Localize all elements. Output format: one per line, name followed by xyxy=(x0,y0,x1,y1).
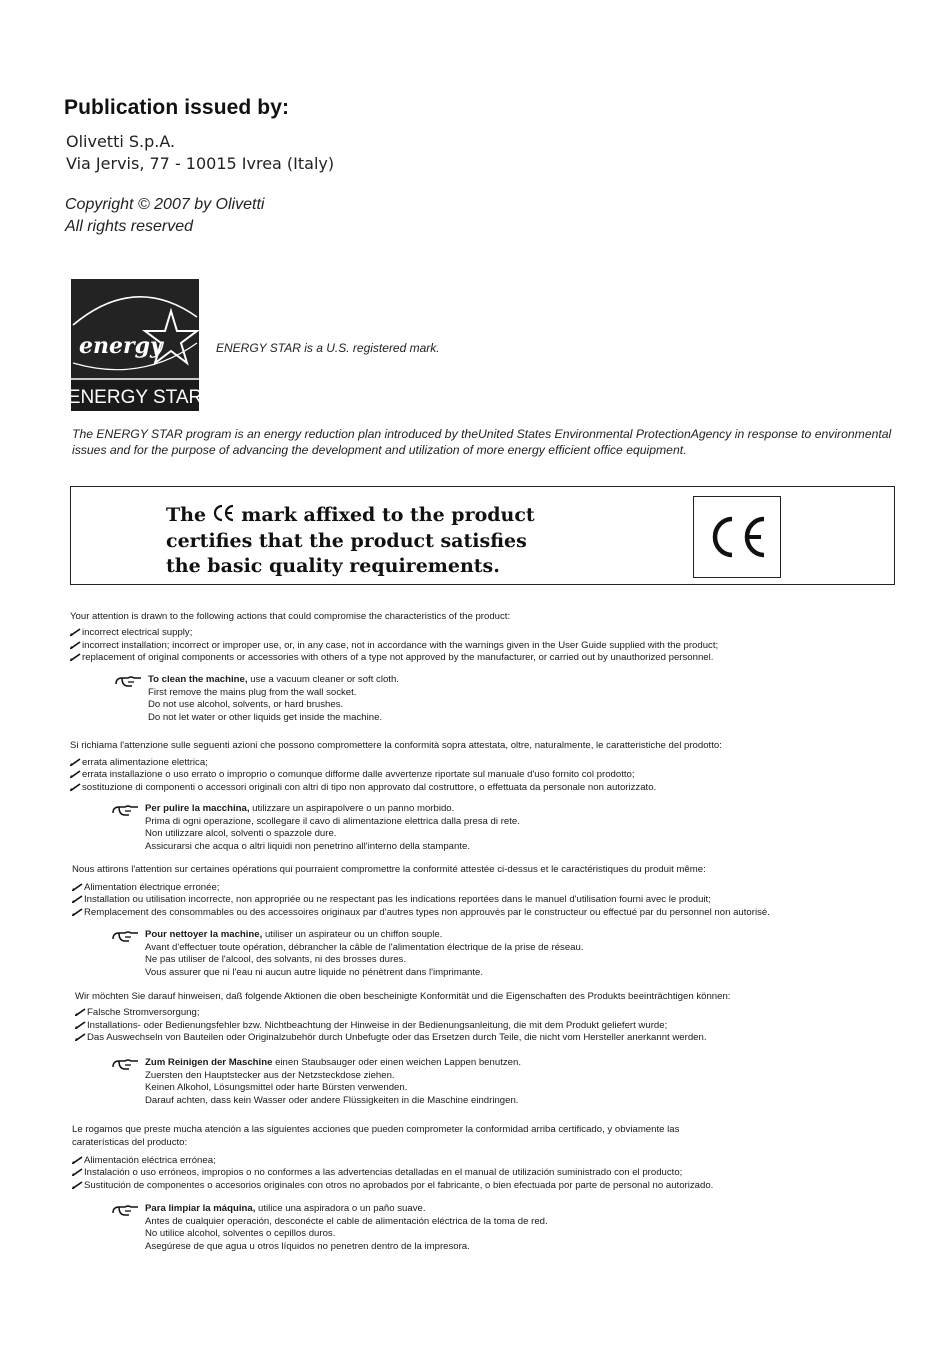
cleaning-tool-text: utilizzare un aspirapolvere o un panno morbido. xyxy=(249,803,455,814)
warning-item-text: incorrect electrical supply; xyxy=(82,627,193,638)
energy-script-text: energy xyxy=(79,333,163,359)
company-name: Olivetti S.p.A. xyxy=(66,132,176,151)
copyright-line: Copyright © 2007 by Olivetti xyxy=(65,196,265,213)
cleaning-step: Prima di ogni operazione, scollegare il cavo di alimentazione elettrica dalla presa di rete. xyxy=(145,815,520,827)
cleaning-title: To clean the machine, xyxy=(148,674,248,685)
notice-intro: Wir möchten Sie darauf hinweisen, daß folgende Aktionen die oben bescheinigte Konformität und die Eigenschaften des Produkts beeinträchtigen können: xyxy=(75,991,731,1002)
cleaning-tool-text: use a vacuum cleaner or soft cloth. xyxy=(247,674,399,685)
notice-intro: Si richiama l'attenzione sulle seguenti azioni che possono compromettere la conformità sopra attestata, oltre, naturalmente, le caratteristiche del prodotto: xyxy=(70,740,722,751)
warning-item xyxy=(72,882,219,893)
warning-item-text: Falsche Stromversorgung; xyxy=(87,1007,200,1018)
warning-item-text: errata alimentazione elettrica; xyxy=(82,757,208,768)
warning-item-text: Sustitución de componentes o accesorios originales con otros no aprobados por el fabricante, o bien efectuada por parte de personal no autorizado. xyxy=(84,1180,714,1191)
warning-item xyxy=(72,1155,216,1166)
cleaning-headline xyxy=(145,803,520,816)
pen-bullet-icon xyxy=(75,1033,86,1041)
warning-item xyxy=(70,757,208,768)
ce-line1-after: mark affixed to the product xyxy=(241,504,535,526)
warning-item xyxy=(72,1167,682,1178)
cleaning-instructions xyxy=(145,1203,548,1253)
energy-star-caption: ENERGY STAR is a U.S. registered mark. xyxy=(216,341,440,355)
pointing-hand-icon xyxy=(114,674,142,688)
warning-item xyxy=(70,782,656,793)
ce-mark-frame xyxy=(693,496,781,578)
cleaning-step: Ne pas utiliser de l'alcool, des solvants, ni des brosses dures. xyxy=(145,954,406,965)
cleaning-step: Do not use alcohol, solvents, or hard brushes. xyxy=(148,699,344,710)
pen-bullet-icon xyxy=(72,1181,83,1189)
ce-mark-small-icon xyxy=(213,504,235,522)
publication-title: Publication issued by: xyxy=(64,96,290,119)
ce-notice-line-1 xyxy=(166,503,636,529)
cleaning-instructions xyxy=(145,803,520,853)
warning-item-text: sostituzione di componenti o accessori originali con altri di tipo non approvato dal costruttore, o effettuata da personale non autorizzato. xyxy=(82,782,657,793)
pointing-hand-icon xyxy=(111,1203,139,1217)
notice-intro: caraterísticas del producto: xyxy=(72,1137,188,1148)
warning-item-text: Installations- oder Bedienungsfehler bzw. Nichtbeachtung der Hinweise in der Bedienungsanleitung, die mit dem Produkt geliefert wurde; xyxy=(87,1020,668,1031)
ce-notice-line-2: certifies that the product satisfies xyxy=(166,529,527,552)
cleaning-headline xyxy=(148,674,399,687)
cleaning-headline xyxy=(145,1057,521,1070)
cleaning-step: Darauf achten, dass kein Wasser oder andere Flüssigkeiten in die Maschine eindringen. xyxy=(145,1094,519,1106)
ce-notice-line-3: the basic quality requirements. xyxy=(166,555,500,577)
cleaning-step: No utilice alcohol, solventes o cepillos duros. xyxy=(145,1228,336,1239)
energy-star-emblem xyxy=(71,279,199,411)
cleaning-step: Assicurarsi che acqua o altri liquidi non penetrino all'interno della stampante. xyxy=(145,840,471,852)
warning-item xyxy=(72,894,711,905)
pen-bullet-icon xyxy=(72,895,83,903)
pen-bullet-icon xyxy=(72,1156,83,1164)
energy-star-program-text: The ENERGY STAR program is an energy reduction plan introduced by theUnited States Environmental ProtectionAgency in response to environmental issues and for the purpose of advancing the development and utilization of more energy efficient office equipment. xyxy=(72,427,892,457)
pen-bullet-icon xyxy=(70,758,81,766)
cleaning-step: Zuersten den Hauptstecker aus der Netzsteckdose ziehen. xyxy=(145,1069,395,1081)
cleaning-headline xyxy=(145,1203,548,1216)
rights-reserved-line: All rights reserved xyxy=(65,218,194,235)
warning-item-text: Remplacement des consommables ou des accessoires originaux par d'autres types non approuvés par le constructeur ou effectué par du personnel non autorisé. xyxy=(84,907,770,918)
pointing-hand-icon xyxy=(111,803,139,817)
cleaning-step: Vous assurer que ni l'eau ni aucun autre liquide no pénètrent dans l'imprimante. xyxy=(145,966,484,978)
cleaning-headline xyxy=(145,929,584,942)
warning-item xyxy=(70,769,635,780)
warning-item-text: Alimentation électrique erronée; xyxy=(84,882,220,893)
pen-bullet-icon xyxy=(72,908,83,916)
pen-bullet-icon xyxy=(72,883,83,891)
ce-line1-before: The xyxy=(166,504,207,526)
cleaning-step: Avant d'effectuer toute opération, débrancher la câble de l'alimentation électrique de la prise de réseau. xyxy=(145,941,584,953)
notice-intro: Le rogamos que preste mucha atención a las siguientes acciones que pueden comprometer la conformidad arriba certificado, y obviamente las xyxy=(72,1124,680,1135)
cleaning-instructions xyxy=(145,1057,521,1107)
warning-item xyxy=(75,1032,707,1043)
pen-bullet-icon xyxy=(70,628,81,636)
warning-item-text: incorrect installation; incorrect or improper use, or, in any case, not in accordance with the warnings given in the User Guide supplied with the product; xyxy=(82,640,719,651)
warning-item xyxy=(70,627,192,638)
warning-item-text: errata installazione o uso errato o improprio o comunque difforme dalle avvertenze riportate sul manuale d'uso fornito col prodotto; xyxy=(82,769,635,780)
pen-bullet-icon xyxy=(70,653,81,661)
company-address xyxy=(66,131,334,175)
ce-mark-icon xyxy=(694,497,779,576)
cleaning-instructions xyxy=(148,674,399,724)
cleaning-tool-text: utilice una aspiradora o un paño suave. xyxy=(255,1203,426,1214)
warning-item xyxy=(70,652,713,663)
cleaning-tool-text: einen Staubsauger oder einen weichen Lappen benutzen. xyxy=(272,1057,521,1068)
pen-bullet-icon xyxy=(70,783,81,791)
energy-star-logo xyxy=(71,279,199,411)
warning-item xyxy=(72,907,770,918)
cleaning-step: Keinen Alkohol, Lösungsmittel oder harte Bürsten verwenden. xyxy=(145,1082,408,1093)
warning-item-text: replacement of original components or accessories with others of a type not approved by the manufacturer, or carried out by unauthorized personnel. xyxy=(82,652,714,663)
warning-item-text: Alimentación eléctrica errónea; xyxy=(84,1155,216,1166)
warning-item-text: Installation ou utilisation incorrecte, non appropriée ou ne respectant pas les indications reportées dans le manuel d'utilisation fourni avec le produit; xyxy=(84,894,711,905)
company-street: Via Jervis, 77 - 10015 Ivrea (Italy) xyxy=(66,154,335,173)
cleaning-title: Para limpiar la máquina, xyxy=(145,1203,256,1214)
warning-item-text: Das Auswechseln von Bauteilen oder Originalzubehör durch Unbefugte oder das Ersetzen durch Teile, die nicht vom Hersteller anerkannt werden. xyxy=(87,1032,707,1043)
pointing-hand-icon xyxy=(111,1057,139,1071)
warning-item xyxy=(72,1180,713,1191)
cleaning-instructions xyxy=(145,929,584,979)
cleaning-tool-text: utiliser un aspirateur ou un chiffon souple. xyxy=(262,929,443,940)
cleaning-step: Asegúrese de que agua u otros líquidos no penetren dentro de la impresora. xyxy=(145,1240,470,1252)
notice-intro: Your attention is drawn to the following actions that could compromise the characteristics of the product: xyxy=(70,611,511,622)
warning-item xyxy=(75,1007,200,1018)
ce-notice-box xyxy=(70,486,895,585)
cleaning-step: Do not let water or other liquids get inside the machine. xyxy=(148,711,383,723)
energy-star-label: ENERGY STAR xyxy=(71,387,199,408)
cleaning-step: First remove the mains plug from the wall socket. xyxy=(148,686,357,698)
pen-bullet-icon xyxy=(72,1168,83,1176)
pointing-hand-icon xyxy=(111,929,139,943)
copyright-notice xyxy=(65,194,264,238)
pen-bullet-icon xyxy=(70,770,81,778)
cleaning-title: Per pulire la macchina, xyxy=(145,803,250,814)
cleaning-step: Antes de cualquier operación, desconécte el cable de alimentación eléctrica de la toma de red. xyxy=(145,1215,548,1227)
pen-bullet-icon xyxy=(70,641,81,649)
cleaning-title: Zum Reinigen der Maschine xyxy=(145,1057,273,1068)
cleaning-title: Pour nettoyer la machine, xyxy=(145,929,263,940)
warning-item-text: Instalación o uso erróneos, impropios o no conformes a las advertencias detalladas en el manual de utilización suministrado con el producto; xyxy=(84,1167,683,1178)
warning-item xyxy=(70,640,718,651)
pen-bullet-icon xyxy=(75,1008,86,1016)
notice-intro: Nous attirons l'attention sur certaines opérations qui pourraient compromettre la conformité attestée ci-dessus et le caractéristiques du produit même: xyxy=(72,864,706,875)
ce-notice-text xyxy=(166,503,636,580)
warning-item xyxy=(75,1020,667,1031)
cleaning-step: Non utilizzare alcol, solventi o spazzole dure. xyxy=(145,828,337,839)
pen-bullet-icon xyxy=(75,1021,86,1029)
